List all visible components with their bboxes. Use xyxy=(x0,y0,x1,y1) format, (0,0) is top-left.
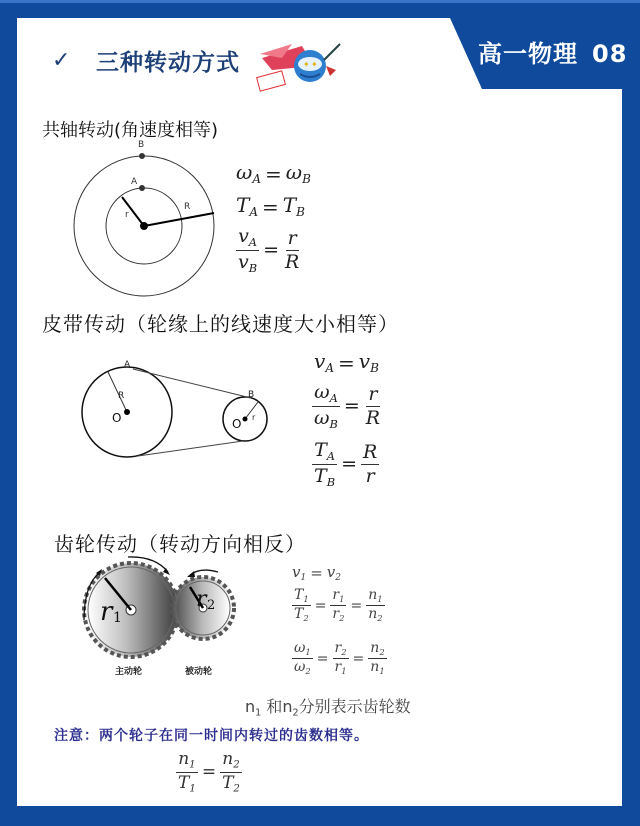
svg-text:1: 1 xyxy=(113,610,122,626)
driven-gear-label: 被动轮 xyxy=(185,667,213,677)
radius-R-label: R xyxy=(184,202,191,212)
point-b-label: B xyxy=(248,390,255,400)
check-icon: ✓ xyxy=(52,48,71,73)
subject-label: 高一物理 xyxy=(478,40,578,68)
point-b-label: B xyxy=(138,140,145,150)
section-belt-heading: 皮带传动（轮缘上的线速度大小相等） xyxy=(42,312,399,336)
radius-R-label: R xyxy=(118,391,125,401)
formula-belt-omega-ratio: $\frac{\omega_A}{\omega_B}$ = $\frac{r}{R}$ xyxy=(314,381,381,431)
lesson-number: 08 xyxy=(592,40,628,68)
formula-period-equal: $T_A = T_B$ xyxy=(236,193,305,220)
section-gear-heading: 齿轮传动（转动方向相反） xyxy=(54,532,306,556)
attention-note: 注意：两个轮子在同一时间内转过的齿数相等。 xyxy=(54,728,369,744)
r2-label: r xyxy=(196,587,207,612)
svg-text:✦: ✦ xyxy=(311,60,318,69)
formula-belt-period-ratio: $\frac{T_A}{T_B}$ = $\frac{R}{r}$ xyxy=(314,439,378,489)
radius-r-label: r xyxy=(252,413,256,422)
point-a-label: A xyxy=(124,360,131,370)
center-small-label: O xyxy=(232,417,242,431)
page-title: 三种转动方式 xyxy=(96,50,240,76)
formula-omega-equal: $\omega_A = \omega_B$ xyxy=(236,160,311,187)
r1-label: r xyxy=(100,597,113,627)
formula-gear-omega-ratio: $\frac{\omega_1}{\omega_2}$ = $\frac{r_2}{r_1}$ = $\frac{n_2}{n_1}$ xyxy=(294,640,385,677)
formula-gear-velocity: $v_1 = v_2$ xyxy=(292,563,342,584)
section-coaxial-heading: 共轴转动(角速度相等) xyxy=(42,120,219,141)
formula-gear-period-ratio: $\frac{T_1}{T_2}$ = $\frac{r_1}{r_2}$ = $\frac{n_1}{n_2}$ xyxy=(294,587,383,624)
radius-r-label: r xyxy=(125,210,129,220)
formula-belt-velocity: $v_A = v_B$ xyxy=(314,349,379,376)
teeth-count-note: $n_1$ 和$n_2$分别表示齿轮数 xyxy=(245,697,411,719)
svg-text:✦: ✦ xyxy=(303,60,310,69)
formula-velocity-ratio: $\frac{v_A}{v_B}$ = $\frac{r}{R}$ xyxy=(238,225,300,275)
svg-text:2: 2 xyxy=(207,598,216,613)
formula-teeth-per-period: $\frac{n_1}{T_1}$ = $\frac{n_2}{T_2}$ xyxy=(178,749,240,795)
center-big-label: O xyxy=(112,411,122,425)
driving-gear-label: 主动轮 xyxy=(115,667,143,677)
point-a-label: A xyxy=(131,177,138,187)
